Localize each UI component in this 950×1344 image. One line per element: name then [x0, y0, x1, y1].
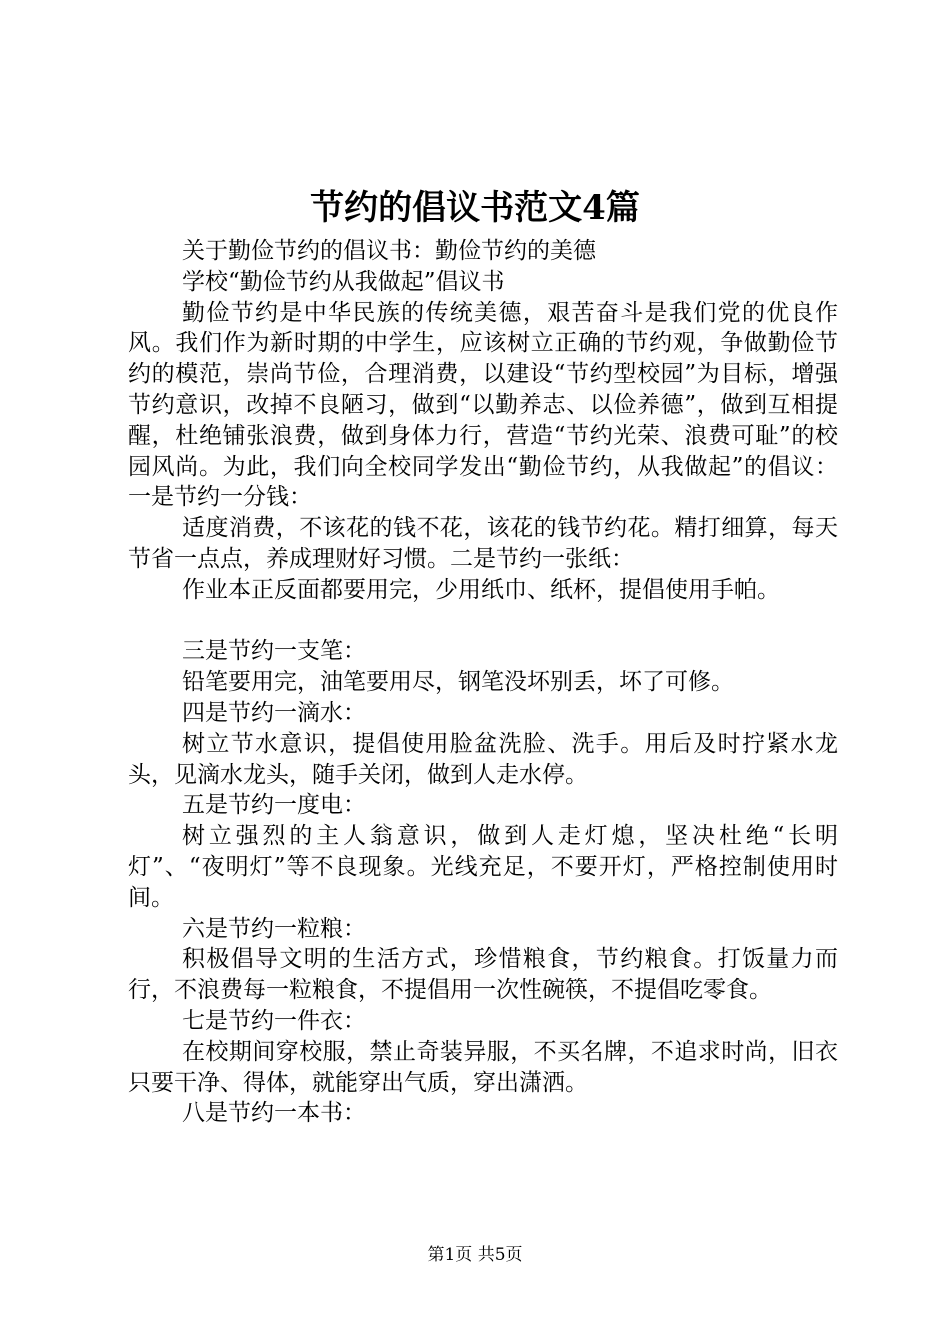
paragraph-pen-heading: 三是节约一支笔：: [182, 638, 366, 665]
paragraph-heading-1: 关于勤俭节约的倡议书：勤俭节约的美德: [182, 238, 596, 264]
paragraph-grain: 积极倡导文明的生活方式，珍惜粮食，节约粮食。打饭量力而行，不浪费每一粒粮食，不提倡用一次性碗筷，不提倡吃零食。: [128, 946, 838, 1004]
paragraph-money: 适度消费，不该花的钱不花，该花的钱节约花。精打细算，每天节省一点点，养成理财好习惯。二是节约一张纸：: [128, 515, 838, 572]
paragraph-heading-2: 学校“勤俭节约从我做起”倡议书: [182, 268, 505, 295]
paragraph-electricity: 树立强烈的主人翁意识，做到人走灯熄，坚决杜绝“长明灯”、“夜明灯”等不良现象。光线充足，不要开灯，严格控制使用时间。: [128, 823, 838, 911]
paragraph-electricity-heading: 五是节约一度电：: [182, 792, 366, 819]
paragraph-clothes: 在校期间穿校服，禁止奇装异服，不买名牌，不追求时尚，旧衣只要干净、得体，就能穿出气质，穿出潇洒。: [128, 1038, 838, 1096]
paragraph-intro: 勤俭节约是中华民族的传统美德，艰苦奋斗是我们党的优良作风。我们作为新时期的中学生，应该树立正确的节约观，争做勤俭节约的模范，崇尚节俭，合理消费，以建设“节约型校园”为目标，增强节约意识，改掉不良陋习，做到“以勤养志、以俭养德”，做到互相提醒，杜绝铺张浪费，做到身体力行，营造“节约光荣、浪费可耻”的校园风尚。为此，我们向全校同学发出“勤俭节约，从我做起”的倡议：一是节约一分钱：: [128, 299, 838, 511]
blank-line: [128, 606, 838, 637]
page-number-footer: 第1页 共5页: [427, 1245, 523, 1265]
document-title: 节约的倡议书范文4篇: [310, 188, 640, 228]
paragraph-water-heading: 四是节约一滴水：: [182, 699, 366, 726]
paragraph-paper: 作业本正反面都要用完，少用纸巾、纸杯，提倡使用手帕。: [182, 576, 780, 603]
paragraph-pen: 铅笔要用完，油笔要用尽，钢笔没坏别丢，坏了可修。: [182, 669, 734, 696]
paragraph-water: 树立节水意识，提倡使用脸盆洗脸、洗手。用后及时拧紧水龙头，见滴水龙头，随手关闭，做到人走水停。: [128, 730, 838, 788]
paragraph-grain-heading: 六是节约一粒粮：: [182, 915, 366, 942]
paragraph-clothes-heading: 七是节约一件衣：: [182, 1007, 366, 1034]
document-body: [128, 236, 838, 1129]
paragraph-book-heading: 八是节约一本书：: [182, 1100, 366, 1127]
